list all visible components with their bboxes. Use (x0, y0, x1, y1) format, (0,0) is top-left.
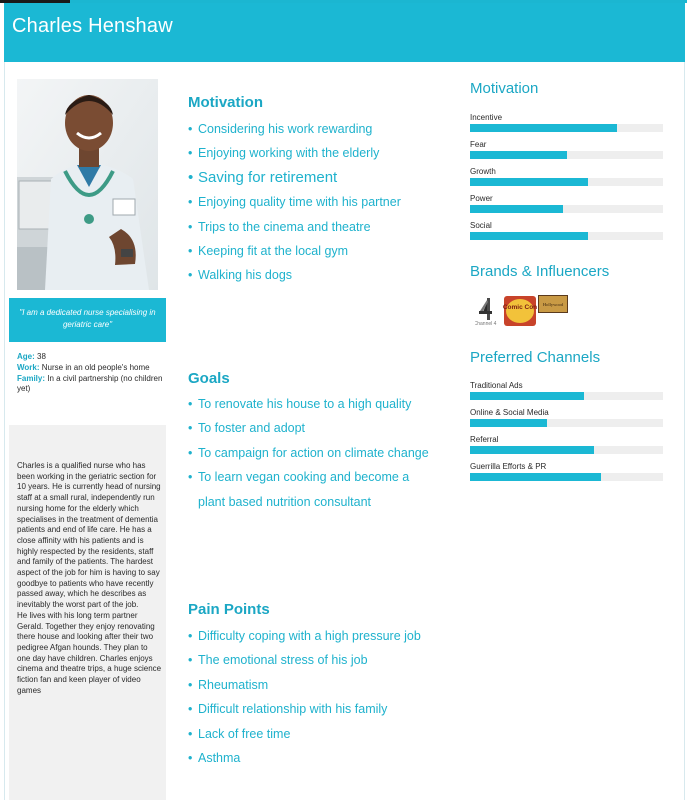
work-label: Work: (17, 362, 40, 372)
bar-row (470, 112, 663, 139)
bar-label: Power (470, 194, 493, 203)
bar-track (470, 124, 663, 132)
bar-row (470, 193, 663, 220)
brands-heading: Brands & Influencers (470, 263, 610, 280)
goals-heading: Goals (188, 370, 230, 387)
bar-label: Social (470, 221, 492, 230)
bar-label: Fear (470, 140, 487, 149)
pain-points-list (188, 624, 438, 770)
bar-label: Traditional Ads (470, 381, 523, 390)
list-item: • Lack of free time (188, 722, 438, 746)
bar-label: Guerrilla Efforts & PR (470, 462, 547, 471)
motivation-list (188, 117, 438, 288)
list-item: • Enjoying working with the elderly (188, 141, 438, 165)
work-value: Nurse in an old people's home (41, 362, 150, 372)
motivation-heading: Motivation (188, 94, 263, 111)
bar-fill (470, 205, 563, 213)
family-label: Family: (17, 373, 46, 383)
age-label: Age: (17, 352, 35, 361)
bar-fill (470, 124, 617, 132)
list-item: • Asthma (188, 746, 438, 770)
age-row (17, 352, 167, 363)
persona-photo (17, 79, 158, 290)
bar-label: Growth (470, 167, 496, 176)
bio-text: Charles is a qualified nurse who has been working in the geriatric section for 10 years. He is currently head of nursing staff at a small rural, independently run nursing home for the elderly which specialises in the treatment of dementia patients and end of life care. He has a close affinity with his patients and is highly respected by the residents, staff and family of the patients. The hardest aspect of the job for him is having to say goodbye to patients who have recently passed away, which he describes as inevitably the worst part of the job. He lives with his long term partner Gerald. Together they enjoy renovating there house and looking after their two pedigree Afgan hounds. They plan to one day have children. Charles enjoys cinema and theatre trips, a huge science fiction fan and keen player of video games (17, 461, 162, 695)
list-item: • To learn vegan cooking and become a plant based nutrition consultant (188, 465, 438, 514)
bar-fill (470, 151, 567, 159)
bar-track (470, 419, 663, 427)
header-bar (4, 3, 685, 62)
list-item: • The emotional stress of his job (188, 648, 438, 672)
age-value: 38 (37, 352, 46, 361)
bar-track (470, 205, 663, 213)
channel-4-logo (475, 298, 497, 327)
channel-4-logo-text: Channel 4 (475, 321, 497, 327)
brand-logos-graphic (475, 292, 575, 328)
list-item: • Considering his work rewarding (188, 117, 438, 141)
bar-track (470, 446, 663, 454)
bar-fill (470, 392, 584, 400)
list-item: • To foster and adopt (188, 416, 438, 440)
family-value: In a civil partnership (no children yet) (17, 373, 163, 394)
hollywood-logo-text: Hollywood (542, 302, 564, 307)
list-item: • Saving for retirement (188, 166, 438, 190)
channel-bars (470, 380, 663, 488)
motivation-bars-heading: Motivation (470, 80, 539, 97)
list-item: • Trips to the cinema and theatre (188, 215, 438, 239)
nurse-photo-illustration (17, 79, 158, 290)
bar-fill (470, 178, 588, 186)
bar-row (470, 220, 663, 247)
bar-fill (470, 232, 588, 240)
bar-fill (470, 446, 594, 454)
bar-track (470, 178, 663, 186)
list-item: • Rheumatism (188, 673, 438, 697)
channels-heading: Preferred Channels (470, 349, 601, 366)
list-item: • Keeping fit at the local gym (188, 239, 438, 263)
bar-row (470, 407, 663, 434)
bar-track (470, 232, 663, 240)
bar-fill (470, 473, 601, 481)
work-row (17, 363, 167, 374)
persona-facts (17, 352, 167, 395)
bar-track (470, 151, 663, 159)
bar-track (470, 473, 663, 481)
bar-row (470, 139, 663, 166)
bar-label: Incentive (470, 113, 503, 122)
comic-con-logo-text: Comic Con (502, 304, 538, 311)
goals-list (188, 392, 438, 514)
list-item: • Walking his dogs (188, 263, 438, 287)
bar-row (470, 461, 663, 488)
bar-track (470, 392, 663, 400)
bar-fill (470, 419, 547, 427)
family-row (17, 374, 167, 396)
brand-logos (475, 292, 575, 328)
persona-quote: "I am a dedicated nurse specialising in geriatric care" (9, 298, 166, 342)
bar-label: Online & Social Media (470, 408, 549, 417)
bar-row (470, 166, 663, 193)
list-item: • Difficulty coping with a high pressure job (188, 624, 438, 648)
list-item: • To campaign for action on climate change (188, 441, 438, 465)
motivation-bars (470, 112, 663, 247)
bio-panel (9, 425, 166, 800)
hollywood-logo (538, 295, 568, 313)
list-item: • Enjoying quality time with his partner (188, 190, 438, 214)
persona-name: Charles Henshaw (12, 15, 173, 37)
bar-row (470, 380, 663, 407)
bar-row (470, 434, 663, 461)
pain-points-heading: Pain Points (188, 601, 270, 618)
bar-label: Referral (470, 435, 499, 444)
comic-con-logo (503, 296, 537, 326)
list-item: • To renovate his house to a high quality (188, 392, 438, 416)
list-item: • Difficult relationship with his family (188, 697, 438, 721)
